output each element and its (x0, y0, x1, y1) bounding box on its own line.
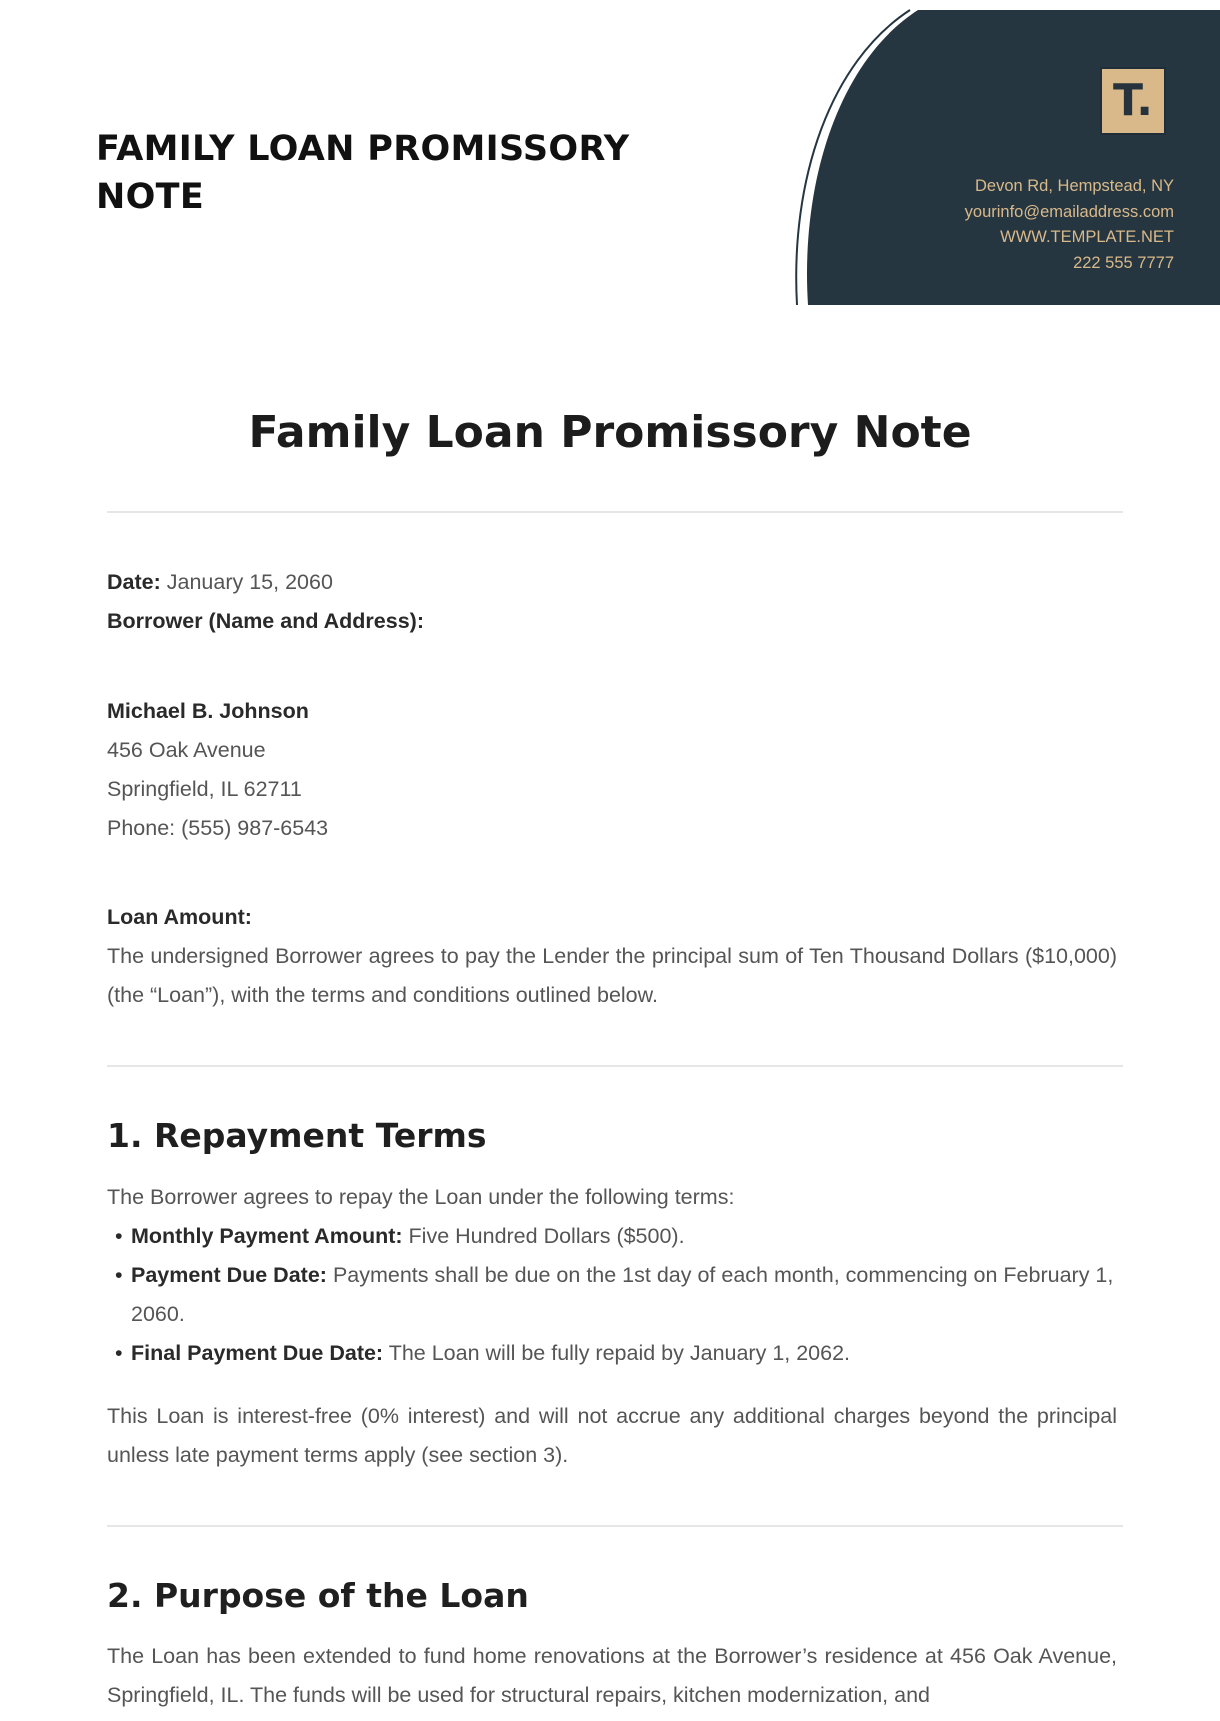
term-label: Monthly Payment Amount: (131, 1224, 403, 1248)
loan-amount-heading (107, 898, 1117, 937)
contact-email: yourinfo@emailaddress.com (964, 202, 1174, 221)
contact-block (965, 174, 1174, 276)
contact-website: WWW.TEMPLATE.NET (1000, 228, 1174, 246)
term-label: Payment Due Date: (131, 1263, 327, 1287)
header-title: FAMILY LOAN PROMISSORY NOTE (96, 129, 630, 217)
borrower-phone: Phone: (555) 987-6543 (107, 816, 329, 840)
borrower-street: 456 Oak Avenue (107, 738, 266, 762)
term-text: Payments shall be due on the 1st day of each month, commencing on February 1, 2060. (131, 1263, 1114, 1326)
logo-letter: T. (1112, 75, 1154, 126)
date-value: January 15, 2060 (166, 570, 333, 594)
loan-amount-text: The undersigned Borrower agrees to pay the Lender the principal sum of Ten Thousand Dollars ($10,000) (the “Loan”), with the terms and conditions outlined below. (107, 944, 1117, 1007)
divider (107, 1065, 1123, 1067)
borrower-heading (107, 602, 1117, 641)
borrower-name-text: Michael B. Johnson (107, 699, 309, 723)
bullet-icon: • (115, 1341, 123, 1365)
loan-amount-label: Loan Amount: (107, 905, 252, 929)
contact-address: Devon Rd, Hempstead, NY (974, 177, 1174, 195)
divider (107, 1525, 1123, 1527)
borrower-city: Springfield, IL 62711 (107, 777, 302, 801)
list-item (107, 1256, 1117, 1334)
contact-phone: 222 555 7777 (1073, 253, 1174, 272)
borrower-label: Borrower (Name and Address): (107, 609, 424, 633)
borrower-name (107, 692, 1117, 731)
section-heading: 2. Purpose of the Loan (107, 1576, 529, 1615)
repayment-intro: The Borrower agrees to repay the Loan under the following terms: (107, 1185, 735, 1209)
list-item (107, 1334, 1117, 1373)
divider (107, 511, 1123, 513)
document-title: Family Loan Promissory Note (248, 407, 972, 458)
date-line (107, 563, 1117, 602)
logo-mark (1100, 67, 1166, 135)
repayment-terms-list (107, 1217, 1117, 1373)
repayment-closing: This Loan is interest-free (0% interest) and will not accrue any additional charges beyond the principal unless late payment terms apply (see section 3). (107, 1404, 1117, 1467)
list-item (107, 1217, 1117, 1256)
term-label: Final Payment Due Date: (131, 1341, 384, 1365)
term-text: The Loan will be fully repaid by January 1, 2062. (388, 1341, 851, 1365)
purpose-text: The Loan has been extended to fund home renovations at the Borrower’s residence at 456 Oak Avenue, Springfield, IL. The funds will be used for structural repairs, kitchen modernization, and (107, 1644, 1117, 1707)
date-label: Date: (107, 570, 161, 594)
term-text: Five Hundred Dollars ($500). (408, 1224, 685, 1248)
bullet-icon: • (115, 1224, 123, 1248)
bullet-icon: • (115, 1263, 123, 1287)
section-heading: 1. Repayment Terms (107, 1116, 487, 1155)
